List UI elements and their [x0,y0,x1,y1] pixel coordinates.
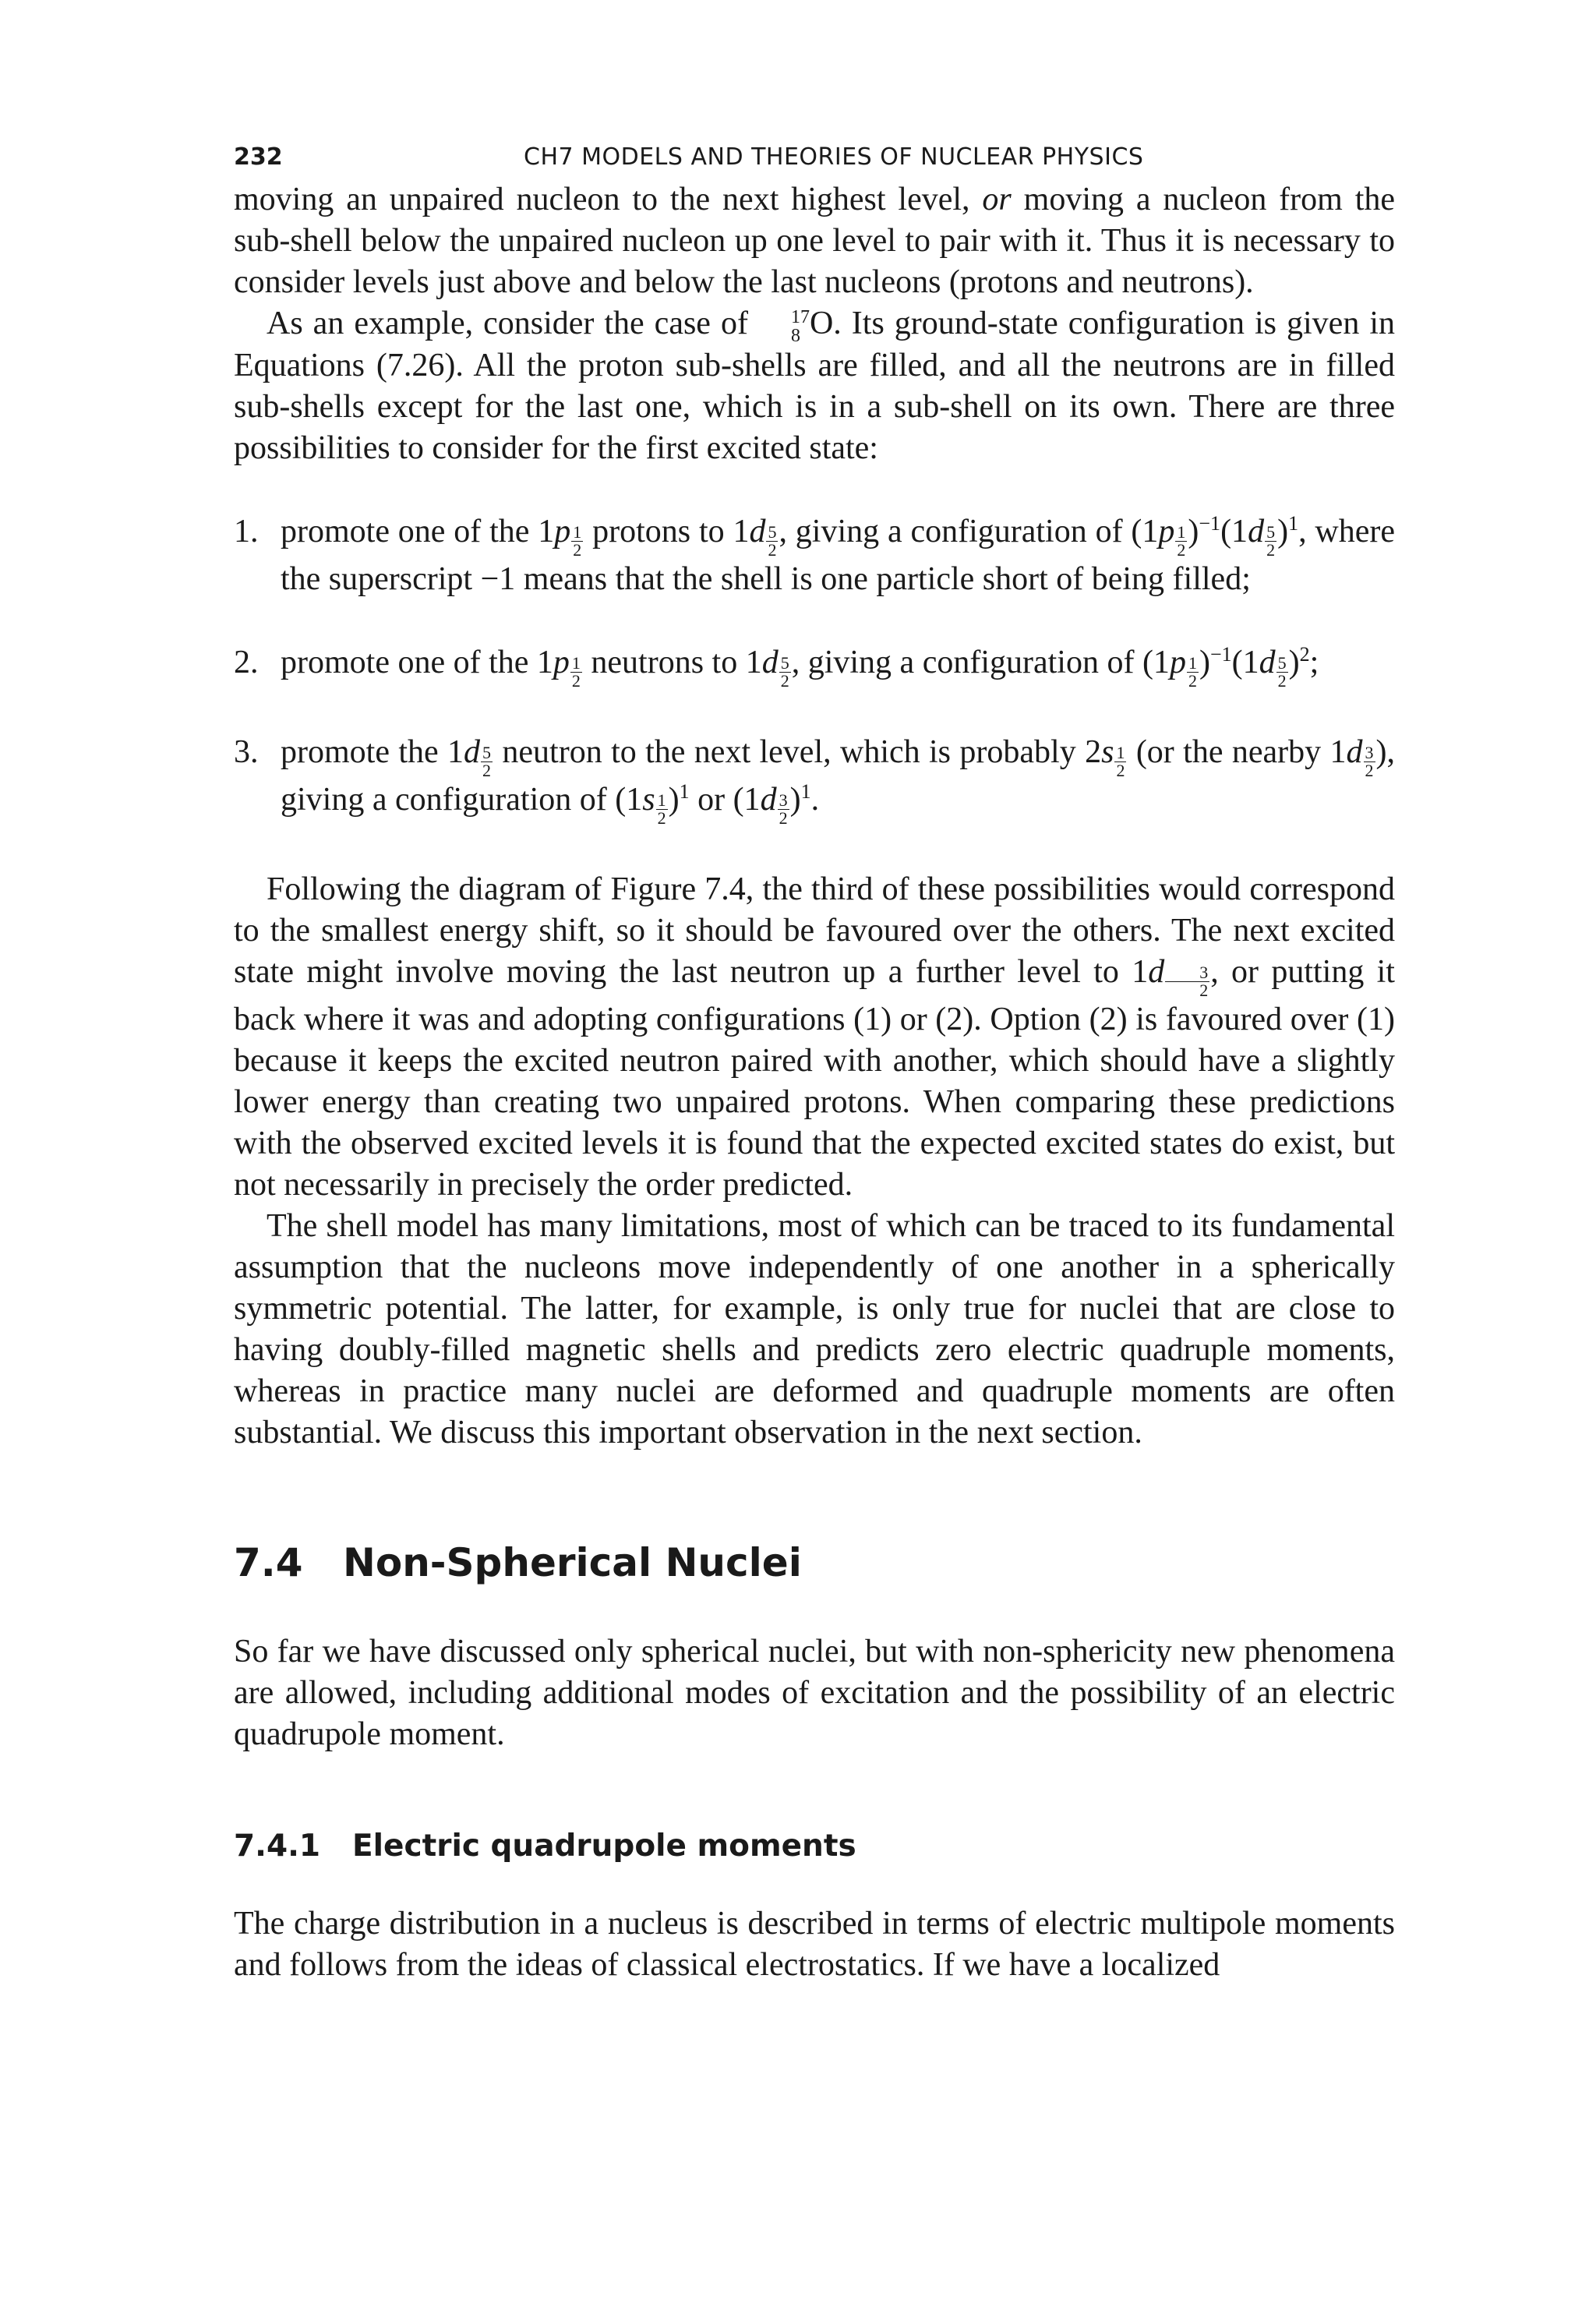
paragraph-non-spherical: So far we have discussed only spherical nuclei, but with non-sphericity new phenomena are allowed, including additional modes of excitation and the possibility of an electric quadrupole moment. [234,1634,1395,1752]
paragraph-charge-distribution: The charge distribution in a nucleus is described in terms of electric multipole moments and follows from the ideas of classical electrostatics. If we have a localized [234,1906,1395,1983]
running-head: CH7 MODELS AND THEORIES OF NUCLEAR PHYSICS [524,143,1144,171]
paragraph-continuation: moving an unpaired nucleon to the next highest level, or moving a nucleon from the sub-shell below the unpaired nucleon up one level to pair with it. Thus it is necessary to consider levels just above and below the last nucleons (protons and neutrons). [234,182,1396,300]
list-item-text: promote one of the 1p $\frac{1}{2}$ protons to 1d $\frac{5}{2}$ , giving a configuration of (1p $\frac{1}{2}$ )$^{-1}$(1d $\frac{5}{2}$ )$^1$, where the superscript −1 means that the shell is one particle short of being filled; [281,512,1396,597]
text-run: Following the diagram of Figure 7.4, the third of these possibilities would correspond to the smallest energy shift, so it should be favoured over the others. The next excited state might involve moving the last neutron up a further level to [234,871,1395,990]
document-page [234,133,1395,1986]
text-run: As an example, consider the case of [267,306,758,341]
section-heading [234,1539,1395,1586]
text-run: , or putting it back where it was and adopting configurations (1) or (2). Option (2) is favoured over (1) because it keeps the excited neutron paired with another, which should have a slightly lower energy than creating two unpaired protons. When comparing these predictions with the observed excited levels it is found that the expected excited states do exist, but not necessarily in precisely the order predicted. [234,954,1395,1203]
element-symbol: O [809,306,834,341]
page-header [234,133,1395,179]
paragraph-limitations: The shell model has many limitations, most of which can be traced to its fundamental assumption that the nucleons move independently of one another in a spherically symmetric potential. The latter, for example, is only true for nuclei that are close to having doubly-filled magnetic shells and predicts zero electric quadruple moments, whereas in practice many nuclei are deformed and quadruple moments are often substantial. We discuss this important observation in the next section. [234,1208,1395,1451]
section-title: Non-Spherical Nuclei [343,1540,802,1585]
list-number: 1. [234,514,259,549]
list-item-1 [234,511,1395,600]
list-item-text: promote one of the 1p $\frac{1}{2}$ neutrons to 1d $\frac{5}{2}$ , giving a configuration of (1p $\frac{1}{2}$ )$^{-1}$(1d $\frac{5}{2}$ )$^2$; [281,643,1319,691]
text-run: . Its ground-state configuration is given in Equations (7.26). All the proton sub-shells are filled, and all the neutrons are in filled sub-shells except for the last one, which is in a sub-shell on its own. There are three possibilities to consider for the first excited state: [234,306,1395,466]
mass-number: 17 [790,307,810,327]
section-number: 7.4 [234,1540,303,1585]
list-number: 2. [234,645,259,680]
isotope-notation [758,308,810,345]
subsection-heading [234,1827,1395,1866]
list-number: 3. [234,734,259,770]
paragraph-oxygen-example [234,303,1395,469]
list-item-text: promote the 1d $\frac{5}{2}$ neutron to the next level, which is probably 2s $\frac{1}{2}$ (or the nearby 1d $\frac{3}{2}$ ), giving a configuration of (1s $\frac{1}{2}$ )$^1$ or (1d $\frac{3}{2}$ )$^1$. [281,734,1395,828]
list-item-2 [234,642,1395,690]
atomic-number: 8 [790,326,800,346]
paragraph-energy-shift: Following the diagram of Figure 7.4, the third of these possibilities would correspond to the smallest energy shift, so it should be favoured over the others. The next excited state might involve moving the last neutron up a further level to 1d $\frac{3}{2}$ , or putting it back where it was and adopting configurations (1) or (2). Option (2) is favoured over (1) because it keeps the excited neutron paired with another, which should have a slightly lower energy than creating two unpaired protons. When comparing these predictions with the observed excited levels it is found that the expected excited states do exist, but not necessarily in precisely the order predicted. [234,871,1395,1203]
subsection-title: Electric quadrupole moments [352,1829,856,1864]
subsection-number: 7.4.1 [234,1829,321,1864]
page-number: 232 [234,143,283,171]
list-item-3 [234,732,1395,827]
